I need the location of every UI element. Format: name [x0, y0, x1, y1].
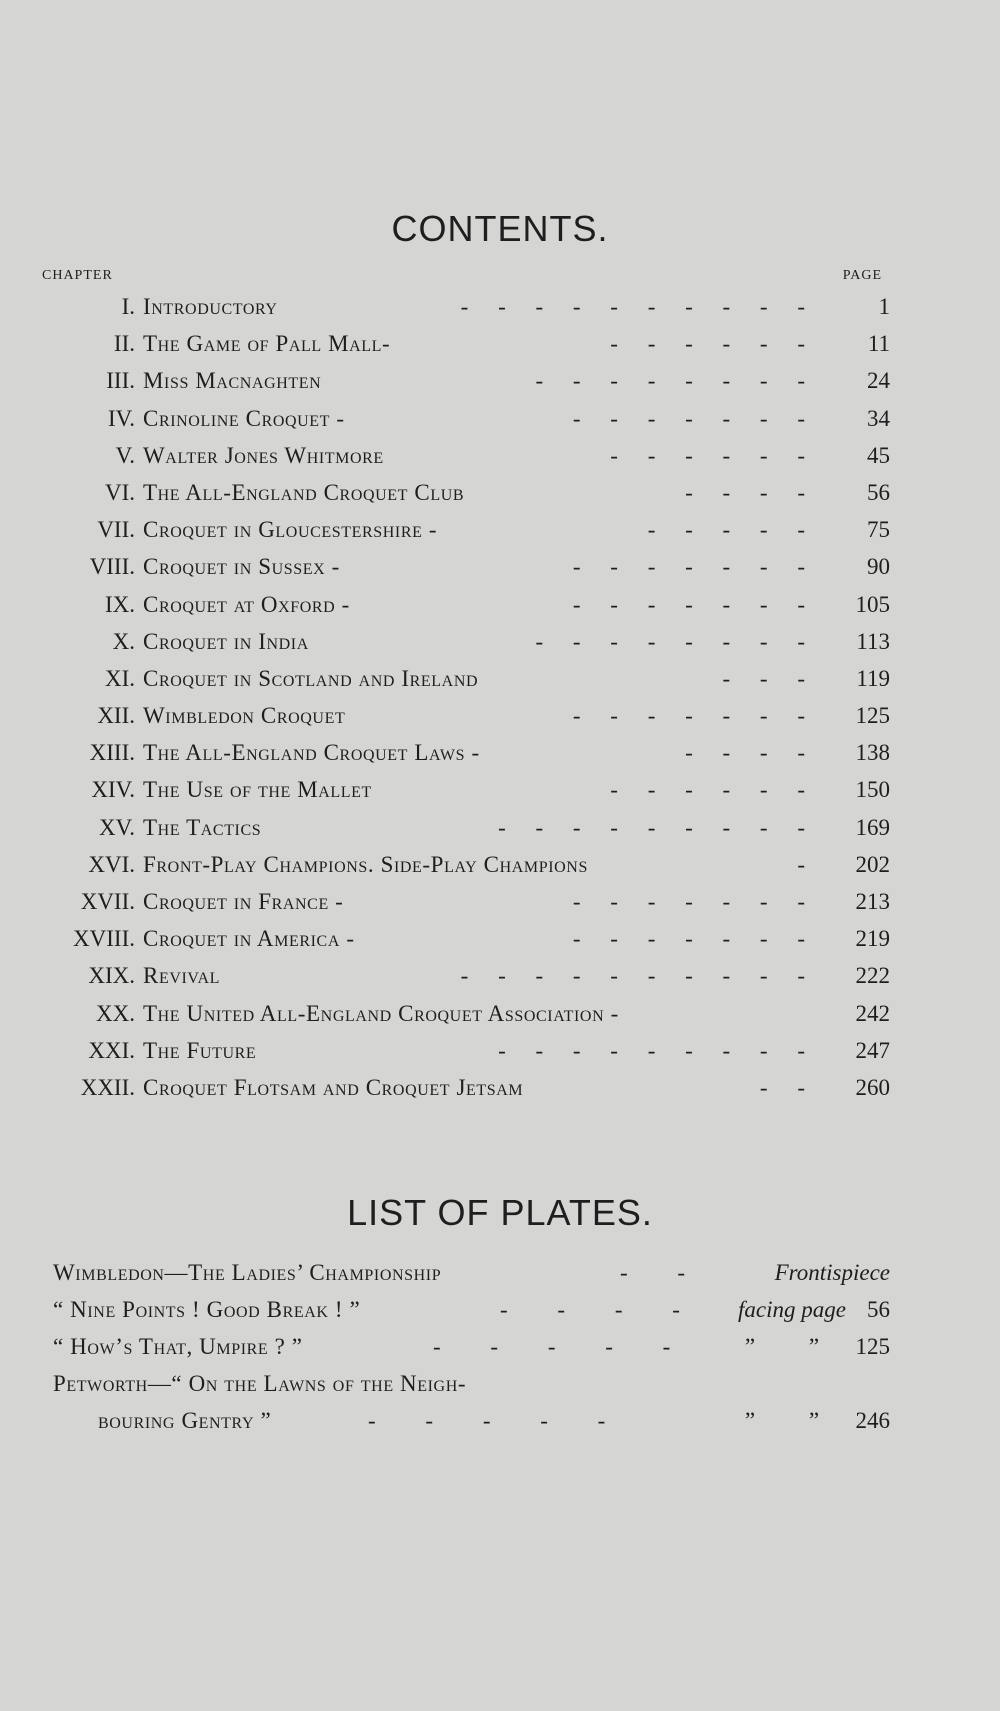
chapter-column-label: CHAPTER — [42, 268, 113, 283]
contents-entry — [0, 699, 1000, 736]
contents-entry — [0, 736, 1000, 773]
leader-dots: - - - - - - - - - — [498, 1037, 817, 1063]
ditto-mark: ” — [744, 1408, 756, 1433]
chapter-number: XIII. — [89, 740, 135, 766]
leader-dots: - - - - - - — [610, 442, 817, 468]
contents-entry — [0, 476, 1000, 513]
plate-entry — [0, 1295, 1000, 1332]
leader-dots: - - — [759, 1074, 817, 1100]
leader-dots: - - - - - — [433, 1334, 693, 1359]
chapter-number: XIX. — [88, 963, 135, 989]
page-number: 113 — [856, 628, 890, 654]
contents-entry — [0, 1034, 1000, 1071]
page-number: 213 — [855, 889, 890, 914]
contents-entry — [0, 885, 1000, 922]
chapter-title: Croquet at Oxford - — [143, 591, 350, 617]
leader-dots: - - - - - - — [610, 331, 817, 357]
page-number: 56 — [867, 479, 890, 505]
contents-entry — [0, 997, 1000, 1034]
leader-dots: - - - - — [500, 1297, 702, 1322]
leader-dots: - - - - - - - - - — [498, 814, 817, 840]
page-number: 169 — [855, 814, 890, 840]
chapter-title: Miss Macnaghten — [143, 368, 322, 394]
chapter-number: XVII. — [80, 889, 135, 914]
plate-page-number: 56 — [867, 1297, 890, 1322]
plate-entry — [0, 1369, 1000, 1406]
chapter-number: VIII. — [89, 554, 135, 580]
chapter-number: XV. — [98, 814, 135, 840]
page-number: 75 — [867, 517, 890, 543]
contents-entry — [0, 513, 1000, 550]
plate-title: “ How’s That, Umpire ? ” — [53, 1334, 303, 1359]
contents-entry — [0, 439, 1000, 476]
leader-dots: - - - - - - - — [572, 591, 817, 617]
chapter-title: Croquet in Sussex - — [143, 554, 340, 580]
chapter-title: The United All-England Croquet Association - — [143, 1000, 619, 1026]
leader-dots: - - - - - - - - — [535, 628, 817, 654]
chapter-number: XVIII. — [73, 926, 135, 952]
contents-entry — [0, 327, 1000, 364]
ditto-mark: ” — [808, 1334, 820, 1359]
leader-dots: - - - - - - — [610, 777, 817, 803]
plate-title: Petworth—“ On the Lawns of the Neigh- — [53, 1371, 467, 1396]
chapter-number: IV. — [107, 405, 135, 431]
page-number: 34 — [867, 405, 890, 431]
chapter-number: X. — [112, 628, 135, 654]
chapter-title: The Future — [143, 1037, 257, 1063]
contents-entry — [0, 625, 1000, 662]
leader-dots: - - - - — [685, 740, 817, 766]
page-number: 260 — [855, 1074, 890, 1100]
page-number: 105 — [855, 591, 890, 617]
page-number: 11 — [867, 331, 890, 357]
leader-dots: - - - — [722, 665, 817, 691]
leader-dots: - - - - - — [368, 1408, 628, 1433]
contents-entry — [0, 364, 1000, 401]
chapter-number: XIV. — [91, 777, 135, 803]
leader-dots: - — [797, 851, 817, 877]
contents-entry — [0, 402, 1000, 439]
page-number: 45 — [867, 442, 890, 468]
chapter-title: The All-England Croquet Laws - — [143, 740, 480, 766]
contents-entry — [0, 662, 1000, 699]
chapter-number: XXII. — [80, 1074, 135, 1100]
page-number: 1 — [878, 294, 890, 319]
leader-dots: - - - - - - - — [572, 405, 817, 431]
page-number: 219 — [855, 926, 890, 952]
page-number: 222 — [855, 963, 890, 989]
contents-entry — [0, 588, 1000, 625]
plate-ref-text: facing page — [738, 1297, 846, 1322]
page-number: 119 — [856, 665, 890, 691]
plate-entry — [0, 1258, 1000, 1295]
chapter-title: The All-England Croquet Club — [143, 479, 465, 505]
page-number: 242 — [855, 1000, 890, 1026]
contents-entry — [0, 1071, 1000, 1108]
leader-dots: - - - - - - - — [572, 889, 817, 914]
plate-page-number: 246 — [855, 1408, 890, 1433]
chapter-title: Front-Play Champions. Side-Play Champions — [143, 851, 588, 877]
plate-reference — [718, 1334, 890, 1360]
chapter-title: Introductory — [143, 294, 278, 319]
chapter-number: II. — [113, 331, 135, 357]
chapter-title: Revival — [143, 963, 221, 989]
plates-heading: LIST OF PLATES. — [347, 1192, 653, 1233]
leader-dots: - - - - - - - — [572, 703, 817, 729]
plate-entry — [0, 1332, 1000, 1369]
leader-dots: - - - - - - - — [572, 554, 817, 580]
page-number: 247 — [855, 1037, 890, 1063]
chapter-number: IX. — [104, 591, 135, 617]
chapter-number: III. — [106, 368, 135, 394]
chapter-number: XXI. — [88, 1037, 135, 1063]
plate-page-number: 125 — [855, 1334, 890, 1359]
leader-dots: - - - - - - - — [572, 926, 817, 952]
ditto-mark: ” — [744, 1334, 756, 1359]
contents-entry — [0, 922, 1000, 959]
chapter-title: Croquet Flotsam and Croquet Jetsam — [143, 1074, 524, 1100]
contents-heading: CONTENTS. — [391, 208, 609, 249]
page-number: 150 — [855, 777, 890, 803]
leader-dots: - - - - - - - - - - — [460, 963, 817, 989]
chapter-title: Croquet in Gloucestershire - — [143, 517, 438, 543]
chapter-number: XI. — [104, 665, 135, 691]
plates-list — [0, 1258, 1000, 1443]
page-number: 138 — [855, 740, 890, 766]
plate-title: Wimbledon—The Ladies’ Championship — [53, 1260, 442, 1285]
plate-entry — [0, 1406, 1000, 1443]
contents-entry — [0, 550, 1000, 587]
plate-title: “ Nine Points ! Good Break ! ” — [53, 1297, 361, 1322]
contents-entry — [0, 848, 1000, 885]
chapter-title: Croquet in America - — [143, 926, 355, 952]
chapter-title: The Game of Pall Mall- — [143, 331, 391, 357]
leader-dots: - - - - - - - - — [535, 368, 817, 394]
plate-ref-text: Frontispiece — [774, 1260, 890, 1285]
chapter-title: The Tactics — [143, 814, 262, 840]
page-column-label: PAGE — [842, 268, 882, 283]
leader-dots: - - - - - — [647, 517, 817, 543]
chapter-number: V. — [115, 442, 135, 468]
contents-entry — [0, 290, 1000, 327]
chapter-title: Wimbledon Croquet — [143, 703, 346, 729]
page-number: 90 — [867, 554, 890, 580]
contents-entry — [0, 959, 1000, 996]
chapter-number: I. — [121, 294, 135, 319]
chapter-title: Croquet in France - — [143, 889, 344, 914]
contents-list — [0, 290, 1000, 1108]
page-number: 24 — [867, 368, 890, 394]
chapter-number: XVI. — [88, 851, 135, 877]
page-number: 202 — [855, 851, 890, 877]
leader-dots: - - - - — [685, 479, 817, 505]
leader-dots: - - — [620, 1260, 708, 1285]
plate-reference — [738, 1297, 890, 1323]
chapter-title: Croquet in Scotland and Ireland — [143, 665, 479, 691]
plate-reference — [775, 1260, 890, 1286]
chapter-title: Walter Jones Whitmore — [143, 442, 384, 468]
ditto-mark: ” — [808, 1408, 820, 1433]
chapter-title: Croquet in India — [143, 628, 309, 654]
plate-reference — [718, 1408, 890, 1434]
chapter-title: The Use of the Mallet — [143, 777, 372, 803]
chapter-title: Crinoline Croquet - — [143, 405, 345, 431]
chapter-number: VI. — [104, 479, 135, 505]
page-number: 125 — [855, 703, 890, 729]
contents-entry — [0, 773, 1000, 810]
plate-title: bouring Gentry ” — [98, 1408, 272, 1433]
chapter-number: XX. — [96, 1000, 135, 1026]
chapter-number: VII. — [97, 517, 135, 543]
chapter-number: XII. — [97, 703, 135, 729]
contents-entry — [0, 811, 1000, 848]
leader-dots: - - - - - - - - - - — [460, 294, 817, 319]
